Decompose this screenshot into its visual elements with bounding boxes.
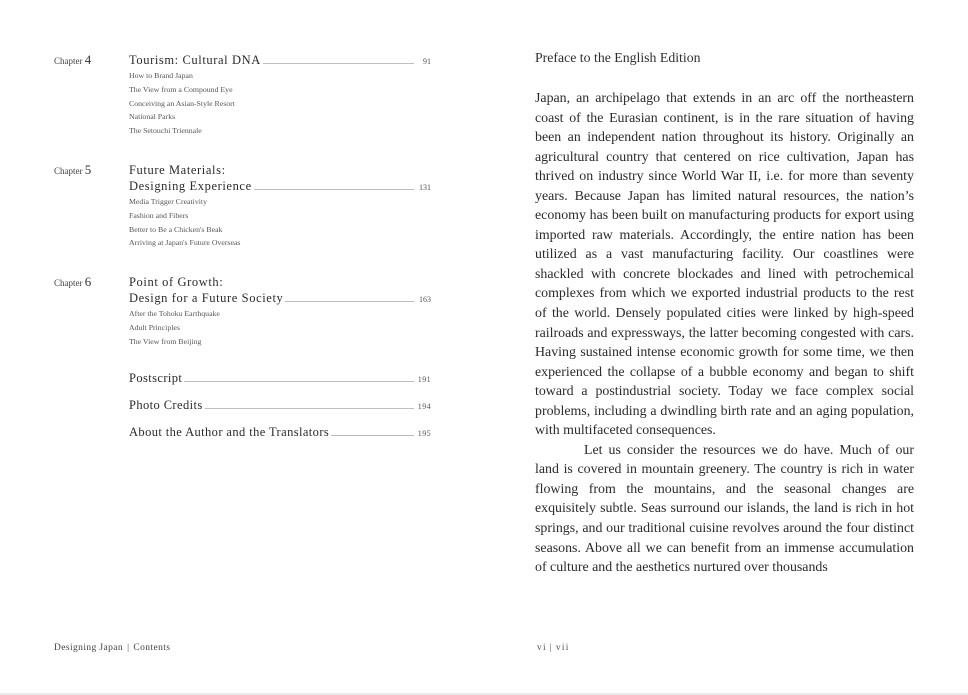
toc-back-matter bbox=[129, 371, 431, 452]
toc-entry-link[interactable] bbox=[129, 178, 431, 194]
chapter-title-line: Point of Growth: bbox=[129, 275, 224, 289]
entry-title: Postscript bbox=[129, 371, 183, 385]
paragraph: Let us consider the resources we do have. Much of our land is covered in mountain greenery. The country is rich in water flowing from the mountains, and the seasonal changes are exquisitely subtle. Seas surround our islands, the land is rich in hot springs, and our traditional cuisine revolves around the four distinct seasons. Above all we can benefit from an immense accumulation of culture and the aesthetics nurtured over thousands bbox=[535, 442, 914, 576]
section-item: Conceiving an Asian-Style Resort bbox=[129, 98, 235, 108]
page-number: 191 bbox=[417, 375, 431, 384]
page-number: 194 bbox=[417, 402, 431, 411]
page-number: 91 bbox=[423, 57, 431, 66]
chapter-entry bbox=[129, 162, 431, 250]
section-item: How to Brand Japan bbox=[129, 71, 193, 80]
section-item: Media Trigger Creativity bbox=[129, 197, 207, 206]
book-title: Designing Japan bbox=[54, 643, 124, 653]
chapter-title-line: Future Materials: bbox=[129, 163, 226, 177]
dot-leader bbox=[254, 188, 414, 190]
section-item: Better to Be a Chicken's Beak bbox=[129, 224, 223, 234]
toc-entry-about-author[interactable] bbox=[129, 425, 431, 452]
chapter-word: Chapter bbox=[54, 278, 83, 288]
section-item: Adult Principles bbox=[129, 322, 180, 332]
chapter-label bbox=[54, 162, 91, 178]
folio-right: vii bbox=[555, 643, 570, 653]
dot-leader bbox=[263, 62, 414, 64]
preface-heading: Preface to the English Edition bbox=[535, 50, 701, 65]
folio-left: vi bbox=[537, 643, 547, 653]
chapter-label bbox=[54, 52, 91, 68]
chapter-word: Chapter bbox=[54, 56, 83, 66]
footer-separator: | bbox=[549, 643, 553, 653]
section-item: The Setouchi Triennale bbox=[129, 126, 202, 136]
page-number: 195 bbox=[417, 429, 431, 438]
toc-entry-photo-credits[interactable] bbox=[129, 398, 431, 425]
dot-leader bbox=[331, 434, 414, 436]
dot-leader bbox=[184, 380, 414, 382]
section-item: The View from Beijing bbox=[129, 336, 202, 346]
chapter-title: Tourism: Cultural DNA bbox=[129, 53, 261, 67]
section-list bbox=[129, 195, 431, 250]
toc-entry-link[interactable] bbox=[129, 52, 431, 68]
chapter-number: 4 bbox=[84, 52, 92, 67]
paragraph: Japan, an archipelago that extends in an arc off the northeastern coast of the Eurasian continent, is in the rare situation of having been an independent nation throughout its history. Originally an agricultural country that centered on rice cultivation, Japan has thrived on industry since World War II, i.e. for more than seventy years. Because Japan has limited natural resources, the nation’s economy has been built on manufacturing products for export using imported raw materials. Accordingly, the entire nation has been utilized as a vast manufacturing facility. Our coastlines were shackled with concrete blockades and lined with petrochemical complexes from which we exported industrial products to the rest of the world. Densely populated cities were linked by high-speed railroads and expressways, the latter becoming congested with cars. Having sustained intense economic growth for some time, we then experienced the collapse of a bubble economy and began to shift toward a postindustrial society. Today we face complex social problems, including a dwindling birth rate and an aging population, with multifaceted consequences. bbox=[535, 91, 914, 439]
section-item: The View from a Compound Eye bbox=[129, 84, 233, 94]
dot-leader bbox=[285, 300, 414, 302]
toc-entry-postscript[interactable] bbox=[129, 371, 431, 398]
entry-title: About the Author and the Translators bbox=[129, 425, 330, 439]
preface-body bbox=[535, 89, 914, 578]
section-name: Contents bbox=[133, 643, 171, 653]
chapter-title-line: Design for a Future Society bbox=[129, 291, 284, 305]
entry-title: Photo Credits bbox=[129, 398, 203, 412]
page-number: 163 bbox=[419, 295, 431, 304]
section-item: Arriving at Japan's Future Overseas bbox=[129, 238, 241, 248]
dot-leader bbox=[205, 407, 414, 409]
chapter-number: 5 bbox=[84, 162, 92, 177]
toc-entry-link[interactable] bbox=[129, 290, 431, 306]
chapter-title-line: Designing Experience bbox=[129, 179, 252, 193]
section-item: National Parks bbox=[129, 112, 176, 122]
running-footer-right bbox=[537, 643, 570, 653]
section-list bbox=[129, 69, 431, 138]
section-list bbox=[129, 307, 431, 348]
chapter-entry bbox=[129, 52, 431, 138]
chapter-entry bbox=[129, 274, 431, 348]
section-item: After the Tohoku Earthquake bbox=[129, 309, 220, 318]
footer-separator: | bbox=[127, 643, 130, 653]
running-footer-left bbox=[54, 643, 170, 653]
chapter-number: 6 bbox=[84, 274, 92, 289]
chapter-word: Chapter bbox=[54, 166, 83, 176]
chapter-label bbox=[54, 274, 91, 290]
section-item: Fashion and Fibers bbox=[129, 210, 189, 220]
page-number: 131 bbox=[419, 183, 431, 192]
